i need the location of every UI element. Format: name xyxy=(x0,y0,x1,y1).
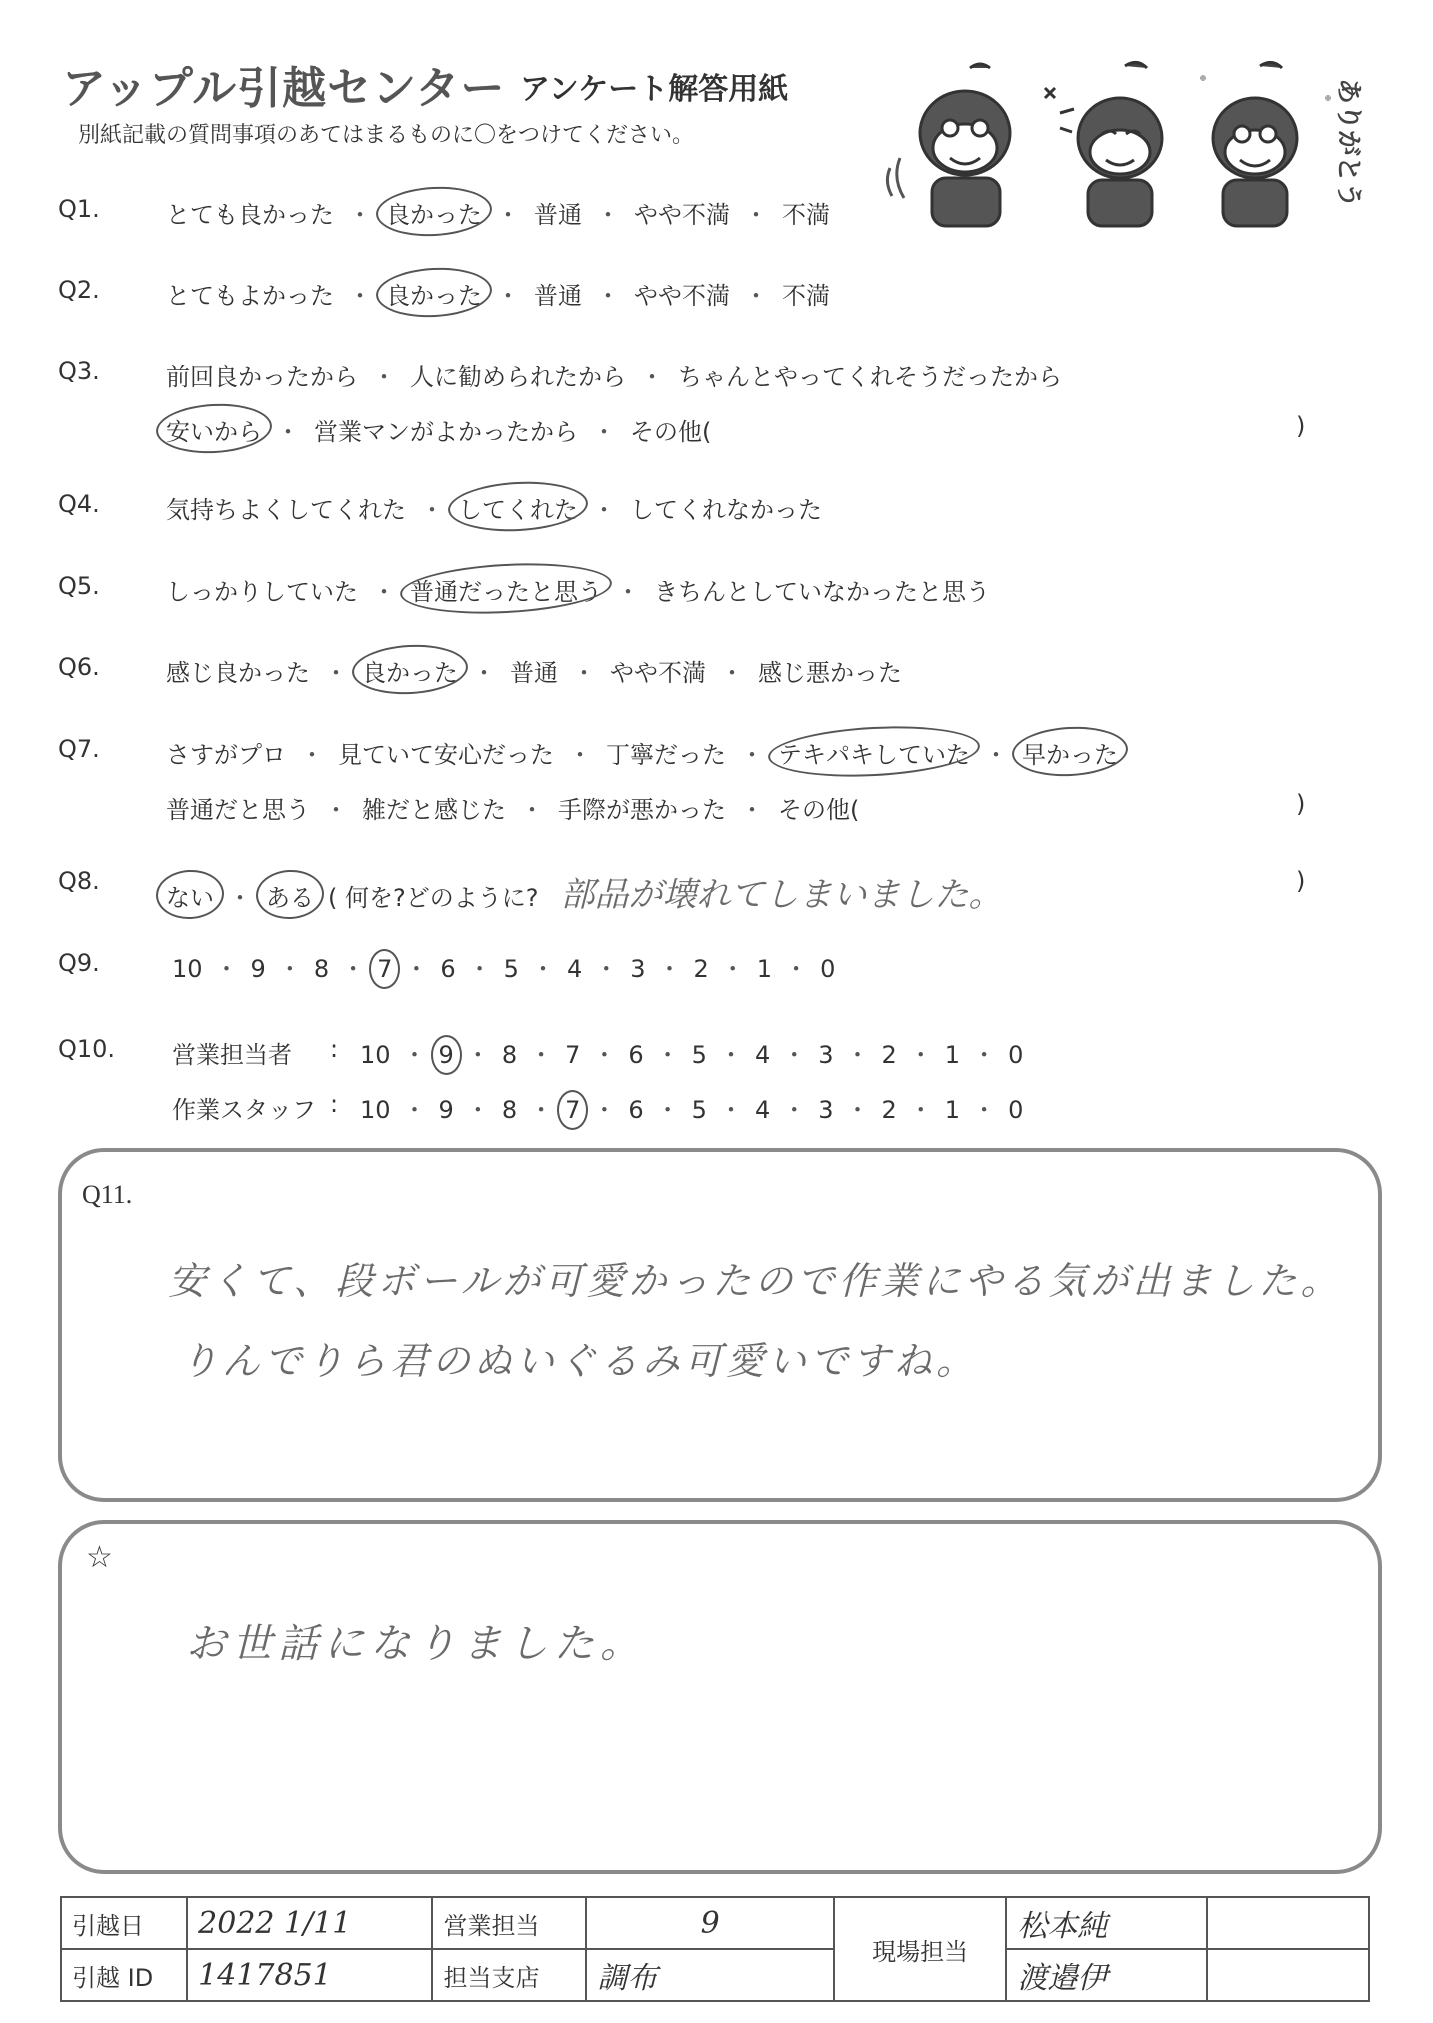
separator-dot: ・ xyxy=(720,955,745,983)
separator-dot: ・ xyxy=(596,282,620,310)
scale-value[interactable]: 4 xyxy=(754,1096,771,1124)
separator-dot: ・ xyxy=(530,955,555,983)
q2-option[interactable]: やや不満 xyxy=(634,282,730,310)
q7-option[interactable]: 見ていて安心だった xyxy=(338,741,554,769)
separator-dot: ・ xyxy=(984,741,1008,769)
separator-dot: ・ xyxy=(782,1096,807,1124)
q8-option[interactable]: ある xyxy=(266,878,314,913)
separator-dot: ・ xyxy=(228,884,252,912)
scale-value[interactable]: 2 xyxy=(693,955,709,983)
q10-scale xyxy=(360,1035,1023,1070)
scale-value[interactable]: 1 xyxy=(944,1041,961,1069)
scale-value[interactable]: 8 xyxy=(313,955,330,983)
separator-dot: ・ xyxy=(655,1041,680,1069)
q1-option[interactable]: 良かった xyxy=(386,195,482,230)
sales-label: 営業担当 xyxy=(432,1897,586,1949)
separator-dot: ・ xyxy=(740,796,764,824)
scale-value[interactable]: 9 xyxy=(438,1096,454,1124)
scale-value[interactable]: 0 xyxy=(1008,1096,1024,1124)
q8-label: Q8. xyxy=(58,867,100,895)
scale-value[interactable]: 5 xyxy=(691,1041,707,1069)
q8-option[interactable]: ない xyxy=(166,878,214,913)
separator-dot: ・ xyxy=(341,955,366,983)
separator-dot: ・ xyxy=(214,955,239,983)
q2-label: Q2. xyxy=(58,276,100,304)
separator-dot: ・ xyxy=(372,363,396,391)
q8-answer: 部品が壊れてしまいました。 xyxy=(560,875,1003,915)
q3-options-line2 xyxy=(166,412,711,447)
q8-paren-close: ) xyxy=(1296,867,1306,895)
q3-option[interactable]: 安いから xyxy=(166,412,262,447)
q11-answer-line1: 安くて、段ボールが可愛かったので作業にやる気が出ました。 xyxy=(168,1259,1343,1303)
scale-value[interactable]: 5 xyxy=(691,1096,707,1124)
scale-value[interactable]: 6 xyxy=(628,1041,644,1069)
separator-dot: ・ xyxy=(467,955,492,983)
mascot-3 xyxy=(1200,62,1331,226)
q7-option[interactable]: 雑だと感じた xyxy=(362,796,506,824)
move-date-value: 2022 1/11 xyxy=(187,1897,432,1949)
q7-label: Q7. xyxy=(58,735,100,763)
separator-dot: ・ xyxy=(529,1096,554,1124)
q11-label: Q11. xyxy=(82,1180,133,1209)
separator-dot: ・ xyxy=(655,1096,680,1124)
q2-option[interactable]: 不満 xyxy=(782,282,830,310)
q6-option[interactable]: 普通 xyxy=(510,659,558,687)
q1-option[interactable]: 普通 xyxy=(534,201,582,229)
q4-label: Q4. xyxy=(58,490,100,518)
separator-dot: ・ xyxy=(592,1041,617,1069)
separator-dot: ・ xyxy=(529,1041,554,1069)
q3-option[interactable]: 人に勧められたから xyxy=(410,363,626,391)
scale-value[interactable]: 6 xyxy=(440,955,456,983)
separator-dot: ・ xyxy=(568,741,592,769)
q6-label: Q6. xyxy=(58,653,100,681)
q3-option[interactable]: その他( xyxy=(630,418,712,446)
separator-dot: ・ xyxy=(594,955,619,983)
scale-value[interactable]: 2 xyxy=(881,1041,897,1069)
separator-dot: ・ xyxy=(592,496,616,524)
scale-value[interactable]: 7 xyxy=(377,955,393,983)
q5-option[interactable]: 普通だったと思う xyxy=(410,572,602,607)
q4-option[interactable]: 気持ちよくしてくれた xyxy=(166,496,406,524)
scale-value[interactable]: 10 xyxy=(360,1096,391,1124)
separator-dot: ・ xyxy=(276,418,300,446)
scale-value[interactable]: 8 xyxy=(501,1096,518,1124)
q7-option[interactable]: 普通だと思う xyxy=(166,796,310,824)
site-extra-2 xyxy=(1207,1949,1369,2001)
branch-value: 調布 xyxy=(586,1949,833,2001)
q7-option[interactable]: テキパキしていた xyxy=(778,735,970,770)
separator-dot: ・ xyxy=(744,282,768,310)
sales-value: 9 xyxy=(586,1897,833,1949)
separator-dot: ・ xyxy=(592,418,616,446)
scale-value[interactable]: 3 xyxy=(818,1096,834,1124)
comment-text: お世話になりました。 xyxy=(186,1621,646,1667)
separator-dot: ・ xyxy=(465,1041,490,1069)
separator-dot: ・ xyxy=(908,1096,933,1124)
separator-dot: ・ xyxy=(465,1096,490,1124)
separator-dot: ・ xyxy=(744,201,768,229)
q7-option[interactable]: その他( xyxy=(778,796,860,824)
separator-dot: ・ xyxy=(640,363,664,391)
scale-value[interactable]: 2 xyxy=(881,1096,897,1124)
q4-options xyxy=(166,490,822,525)
q7-options-line2 xyxy=(166,790,859,825)
q2-option[interactable]: 普通 xyxy=(534,282,582,310)
q1-option[interactable]: とても良かった xyxy=(166,201,334,229)
separator-dot: ・ xyxy=(972,1096,997,1124)
separator-dot: ・ xyxy=(657,955,682,983)
scale-value[interactable]: 9 xyxy=(250,955,266,983)
q5-option[interactable]: しっかりしていた xyxy=(166,578,358,606)
q3-option[interactable]: 前回良かったから xyxy=(166,363,358,391)
move-date-label: 引越日 xyxy=(61,1897,187,1949)
separator-dot: ・ xyxy=(596,201,620,229)
q10-row-name: 営業担当者 xyxy=(172,1041,292,1069)
q9-scale xyxy=(172,949,835,984)
scale-value[interactable]: 8 xyxy=(501,1041,518,1069)
separator-dot: ・ xyxy=(572,659,596,687)
star-icon: ☆ xyxy=(86,1541,113,1574)
q3-option[interactable]: 営業マンがよかったから xyxy=(314,418,578,446)
q5-label: Q5. xyxy=(58,572,100,600)
scale-value[interactable]: 3 xyxy=(818,1041,834,1069)
scale-value[interactable]: 1 xyxy=(756,955,773,983)
q3-option[interactable]: ちゃんとやってくれそうだったから xyxy=(678,363,1062,391)
form-title: アンケート解答用紙 xyxy=(520,72,789,107)
q9-label: Q9. xyxy=(58,949,100,977)
q7-option[interactable]: 手際が悪かった xyxy=(558,796,726,824)
scale-value[interactable]: 6 xyxy=(628,1096,644,1124)
separator-dot: ・ xyxy=(718,1096,743,1124)
q6-option[interactable]: 感じ良かった xyxy=(166,659,310,687)
mascot-illustration xyxy=(880,58,1364,238)
q10-row-name: 作業スタッフ xyxy=(172,1096,316,1124)
separator-dot: ・ xyxy=(404,955,429,983)
q10-label: Q10. xyxy=(58,1035,116,1063)
separator-dot: ・ xyxy=(784,955,809,983)
scale-value[interactable]: 5 xyxy=(503,955,519,983)
separator-dot: ・ xyxy=(908,1041,933,1069)
separator-dot: ・ xyxy=(324,796,348,824)
separator-dot: ・ xyxy=(420,496,444,524)
separator-dot: ・ xyxy=(845,1041,870,1069)
q2-options xyxy=(166,276,830,311)
separator-dot: ・ xyxy=(720,659,744,687)
site-extra-1 xyxy=(1207,1897,1369,1949)
q1-option[interactable]: やや不満 xyxy=(634,201,730,229)
site-label: 現場担当 xyxy=(834,1897,1007,2001)
mascot-thanks-text: ありがとう xyxy=(1334,78,1364,209)
separator-dot: ・ xyxy=(740,741,764,769)
q6-option[interactable]: 感じ悪かった xyxy=(758,659,902,687)
separator-dot: ・ xyxy=(616,578,640,606)
move-id-label: 引越 ID xyxy=(61,1949,187,2001)
mascot-2 xyxy=(1045,62,1162,226)
q7-option[interactable]: 丁寧だった xyxy=(606,741,726,769)
separator-dot: ・ xyxy=(300,741,324,769)
scale-value[interactable]: 0 xyxy=(1008,1041,1024,1069)
scale-value[interactable]: 7 xyxy=(565,1041,581,1069)
instruction-text: 別紙記載の質問事項のあてはまるものに〇をつけてください。 xyxy=(78,123,695,148)
q1-options xyxy=(166,195,830,230)
scale-value[interactable]: 10 xyxy=(172,955,203,983)
q11-answer-line2: りんでりら君のぬいぐるみ可愛いですね。 xyxy=(180,1339,979,1383)
q1-option[interactable]: 不満 xyxy=(782,201,830,229)
q10-colon: : xyxy=(330,1090,339,1118)
q5-options xyxy=(166,572,990,607)
scale-value[interactable]: 10 xyxy=(360,1041,391,1069)
comment-box[interactable] xyxy=(58,1520,1382,1874)
footer-info-table xyxy=(60,1896,1370,2002)
separator-dot: ・ xyxy=(348,201,372,229)
separator-dot: ・ xyxy=(472,659,496,687)
q7-paren-close: ) xyxy=(1296,790,1306,818)
q7-option[interactable]: さすがプロ xyxy=(166,741,286,769)
separator-dot: ・ xyxy=(372,578,396,606)
q6-options xyxy=(166,653,902,688)
q6-option[interactable]: 良かった xyxy=(362,653,458,688)
separator-dot: ・ xyxy=(402,1041,427,1069)
q3-options xyxy=(166,357,1062,392)
separator-dot: ・ xyxy=(496,201,520,229)
q10-scale xyxy=(360,1090,1023,1125)
scale-value[interactable]: 4 xyxy=(566,955,583,983)
scale-value[interactable]: 4 xyxy=(754,1041,771,1069)
q10-colon: : xyxy=(330,1035,339,1063)
separator-dot: ・ xyxy=(845,1096,870,1124)
separator-dot: ・ xyxy=(277,955,302,983)
mascot-1 xyxy=(887,64,1010,226)
scale-value[interactable]: 0 xyxy=(820,955,836,983)
separator-dot: ・ xyxy=(782,1041,807,1069)
separator-dot: ・ xyxy=(402,1096,427,1124)
q8-options xyxy=(166,867,1002,916)
q3-label: Q3. xyxy=(58,357,100,385)
q5-option[interactable]: きちんとしていなかったと思う xyxy=(654,578,990,606)
separator-dot: ・ xyxy=(592,1096,617,1124)
q6-option[interactable]: やや不満 xyxy=(610,659,706,687)
q2-option[interactable]: とてもよかった xyxy=(166,282,334,310)
scale-value[interactable]: 1 xyxy=(944,1096,961,1124)
q7-options xyxy=(166,735,1118,770)
q7-option[interactable]: 早かった xyxy=(1022,735,1118,770)
separator-dot: ・ xyxy=(496,282,520,310)
q2-option[interactable]: 良かった xyxy=(386,276,482,311)
site-name-2: 渡邉伊 xyxy=(1006,1949,1207,2001)
separator-dot: ・ xyxy=(348,282,372,310)
separator-dot: ・ xyxy=(324,659,348,687)
scale-value[interactable]: 3 xyxy=(630,955,646,983)
q3-paren-close: ) xyxy=(1296,412,1306,440)
separator-dot: ・ xyxy=(718,1041,743,1069)
scale-value[interactable]: 7 xyxy=(565,1096,581,1124)
scale-value[interactable]: 9 xyxy=(438,1041,454,1069)
q1-label: Q1. xyxy=(58,195,100,223)
company-title: アップル引越センター xyxy=(62,63,506,114)
q8-prompt: ( 何を?どのように? xyxy=(328,884,539,912)
move-id-value: 1417851 xyxy=(187,1949,432,2001)
separator-dot: ・ xyxy=(520,796,544,824)
q11-box[interactable] xyxy=(58,1148,1382,1502)
q4-option[interactable]: してくれた xyxy=(458,490,578,525)
q4-option[interactable]: してくれなかった xyxy=(630,496,822,524)
branch-label: 担当支店 xyxy=(432,1949,586,2001)
separator-dot: ・ xyxy=(972,1041,997,1069)
site-name-1: 松本純 xyxy=(1006,1897,1207,1949)
